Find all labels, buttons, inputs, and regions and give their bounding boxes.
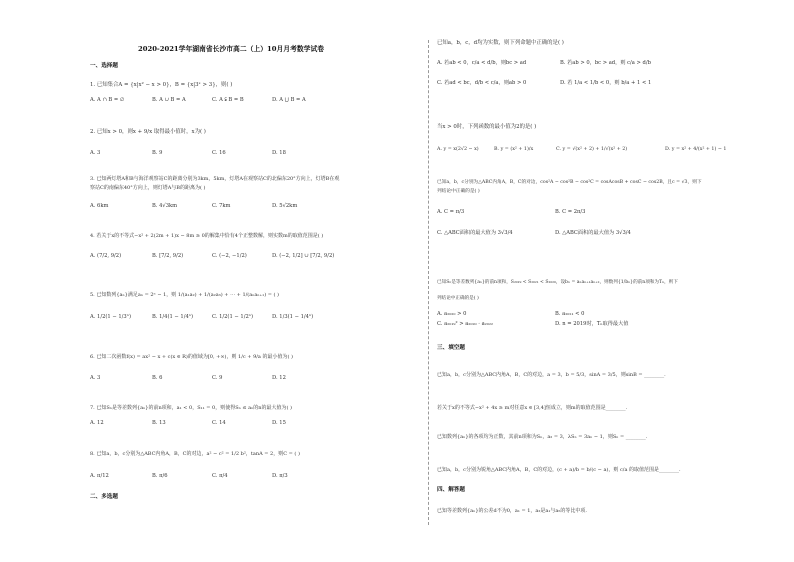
question-7-option-d: D. 15: [272, 420, 286, 426]
question-1-stem: 1. 已知集合A = {x|x² − x > 0}，B = {x|3ˣ > 3}，则( ): [90, 82, 233, 88]
question-10-option-b: B. y = (x² + 1)/x: [494, 147, 534, 152]
question-11-option-b: B. C = 2π/3: [555, 209, 586, 215]
question-14-stem: 若关于x的不等式−x² + 4x ≥ m对任意x ∈ [3,4]恒成立，则m的取值范围是________.: [437, 405, 628, 411]
question-11-stem-line1: 已知a，b，c分别为△ABC内角A，B，C的对边，cos²A − cos²B − cos²C = cosAcosB + cosC − cos2B，且c = √3，则下: [437, 180, 702, 185]
question-8-stem: 8. 已知a，b，c分别为△ABC内角A，B，C的对边，a² − c² = 1/2 b²，tanA = 2，则C = ( ): [90, 451, 300, 457]
question-15-stem: 已知数列{aₙ}的各项均为正数，其前n项和为Sₙ，a₂ = 3，λSₙ = 3aₙ − 1，则Sₙ = ________.: [437, 434, 648, 440]
question-11-option-c: C. △ABC面积的最大值为 3√3/4: [437, 230, 513, 236]
question-4-stem: 4. 若关于x的不等式−x² + 2(2m + 1)x − 8m ≥ 0的解集中恰有4个正整数解，则实数m的取值范围是( ): [90, 233, 324, 239]
question-2-option-d: D. 18: [272, 150, 286, 156]
question-10-option-a: A. y = x(2√2 − x): [437, 147, 479, 152]
question-11-option-a: A. C = π/3: [437, 209, 465, 215]
question-8-option-c: C. π/4: [212, 473, 228, 479]
question-10-stem: 当x > 0时，下列函数的最小值为2的是( ): [437, 124, 537, 130]
question-12-option-d: D. n = 2019时，Tₙ取得最大值: [555, 321, 629, 327]
section-heading-fill-blank: 三、填空题: [437, 345, 465, 351]
question-9-option-d: D. 若 1/a < 1/b < 0，则 b/a + 1 < 1: [560, 80, 652, 86]
question-1-option-a: A. A ∩ B = ∅: [90, 97, 125, 103]
question-3-stem-line1: 3. 已知两灯塔A和B与海洋观察站C的距离分别为3km，5km，灯塔A在观察站C的北偏东20°方向上，灯塔B在观: [90, 176, 340, 182]
question-6-option-b: B. 6: [152, 375, 163, 381]
question-3-stem-line2: 察站C的南偏东40°方向上，则灯塔A与B的距离为( ): [90, 185, 206, 191]
question-13-stem: 已知a，b，c分别为△ABC内角A，B，C的对边，a = 3，b = 5/3，sinA = 3/5，则sinB = ________.: [437, 372, 666, 378]
question-4-option-d: D. (−2, 1/2] ∪ [7/2, 9/2): [272, 253, 335, 259]
question-6-option-d: D. 12: [272, 375, 286, 381]
section-heading-answer: 四、解答题: [437, 487, 465, 493]
question-5-option-d: D. 1/3(1 − 1/4ⁿ): [272, 314, 314, 320]
question-5-stem: 5. 已知数列{aₙ}满足aₙ = 2ⁿ − 1，则 1/(a₁a₂) + 1/(a₂a₃) + ⋯ + 1/(aₙaₙ₊₁) = ( ): [90, 292, 279, 298]
question-9-stem: 已知a，b，c，d均为实数，则下列命题中正确的是( ): [437, 40, 564, 46]
question-8-option-d: D. π/3: [272, 473, 288, 479]
question-7-option-c: C. 14: [212, 420, 226, 426]
question-4-option-a: A. (7/2, 9/2): [90, 253, 122, 259]
question-5-option-b: B. 1/4(1 − 1/4ⁿ): [152, 314, 194, 320]
question-12-option-b: B. a₂₀₂₁ < 0: [555, 311, 585, 317]
question-2-stem: 2. 已知x > 0，则x + 9/x 取得最小值时，x为( ): [90, 129, 206, 135]
question-9-option-a: A. 若ab < 0，c/a < d/b，则bc > ad: [437, 60, 527, 66]
question-7-option-a: A. 12: [90, 420, 104, 426]
question-3-option-d: D. 5√2km: [272, 203, 298, 209]
question-12-option-a: A. a₂₀₂₀ > 0: [437, 311, 467, 317]
question-12-stem-line2: 列结论中正确的是( ): [437, 296, 479, 301]
question-3-option-b: B. 4√3km: [152, 203, 178, 209]
question-3-option-a: A. 6km: [90, 203, 109, 209]
question-4-option-b: B. [7/2, 9/2): [152, 253, 184, 259]
question-7-stem: 7. 已知Sₙ是等差数列{aₙ}的前n项和，a₁ < 0，S₁₁ = 0，则使得Sₙ ≤ aₙ的n的最大值为( ): [90, 405, 293, 411]
question-5-option-c: C. 1/2(1 − 1/2ⁿ): [212, 314, 254, 320]
exam-title: 2020-2021学年湖南省长沙市高二（上）10月月考数学试卷: [138, 45, 325, 53]
question-16-stem: 已知a，b，c分别为锐角△ABC内角A，B，C的对边，(c + a)/b = b/(c − a)，则 c/a 的取值范围是________.: [437, 467, 681, 473]
column-divider: [428, 40, 429, 525]
question-11-stem-line2: 列结论中正确的是( ): [437, 189, 480, 194]
question-3-option-c: C. 7km: [212, 203, 231, 209]
question-6-option-a: A. 3: [90, 375, 101, 381]
question-2-option-a: A. 3: [90, 150, 101, 156]
question-8-option-b: B. π/6: [152, 473, 168, 479]
question-4-option-c: C. (−2, −1/2): [212, 253, 247, 259]
question-2-option-c: C. 16: [212, 150, 226, 156]
question-17-stem: 已知等差数列{aₙ}的公差d不为0，a₁ = 1，a₂是a₁与a₅的等比中项.: [437, 508, 587, 514]
question-12-stem-line1: 已知Sₙ是等差数列{aₙ}的前n项和，S₂₀₁₉ < S₂₀₂₁ < S₂₀₂₀，设bₙ = aₙaₙ₊₁aₙ₊₂，则数列{1/bₙ}的前n项和为Tₙ，则下: [437, 280, 678, 285]
section-heading-choice: 一、选择题: [90, 63, 118, 69]
question-1-option-b: B. A ∪ B = A: [152, 97, 186, 103]
question-9-option-b: B. 若ab > 0，bc > ad，则 c/a > d/b: [560, 60, 651, 66]
section-heading-multi-choice: 二、多选题: [90, 494, 118, 500]
question-7-option-b: B. 13: [152, 420, 166, 426]
question-11-option-d: D. △ABC面积的最大值为 3√3/4: [555, 230, 631, 236]
question-10-option-d: D. y = x² + 4/(x² + 1) − 1: [665, 147, 727, 152]
question-5-option-a: A. 1/2(1 − 1/3ⁿ): [90, 314, 131, 320]
question-1-option-c: C. A ⫋ B = B: [212, 97, 244, 103]
question-9-option-c: C. 若ad < bc，d/b < c/a，则ab > 0: [437, 80, 527, 86]
question-10-option-c: C. y = √(x² + 2) + 1/√(x² + 2): [556, 147, 628, 152]
question-2-option-b: B. 9: [152, 150, 163, 156]
question-8-option-a: A. π/12: [90, 473, 109, 479]
question-1-option-d: D. A ⋃ B = A: [272, 97, 306, 103]
question-6-option-c: C. 9: [212, 375, 223, 381]
question-6-stem: 6. 已知二次函数f(x) = ax² − x + c(x ∈ R)的值域为[0, +∞)，则 1/c + 9/a 的最小值为( ): [90, 354, 293, 360]
question-12-option-c: C. a₂₀₁₉² > a₂₀₂₀ · a₂₀₂₂: [437, 321, 493, 327]
